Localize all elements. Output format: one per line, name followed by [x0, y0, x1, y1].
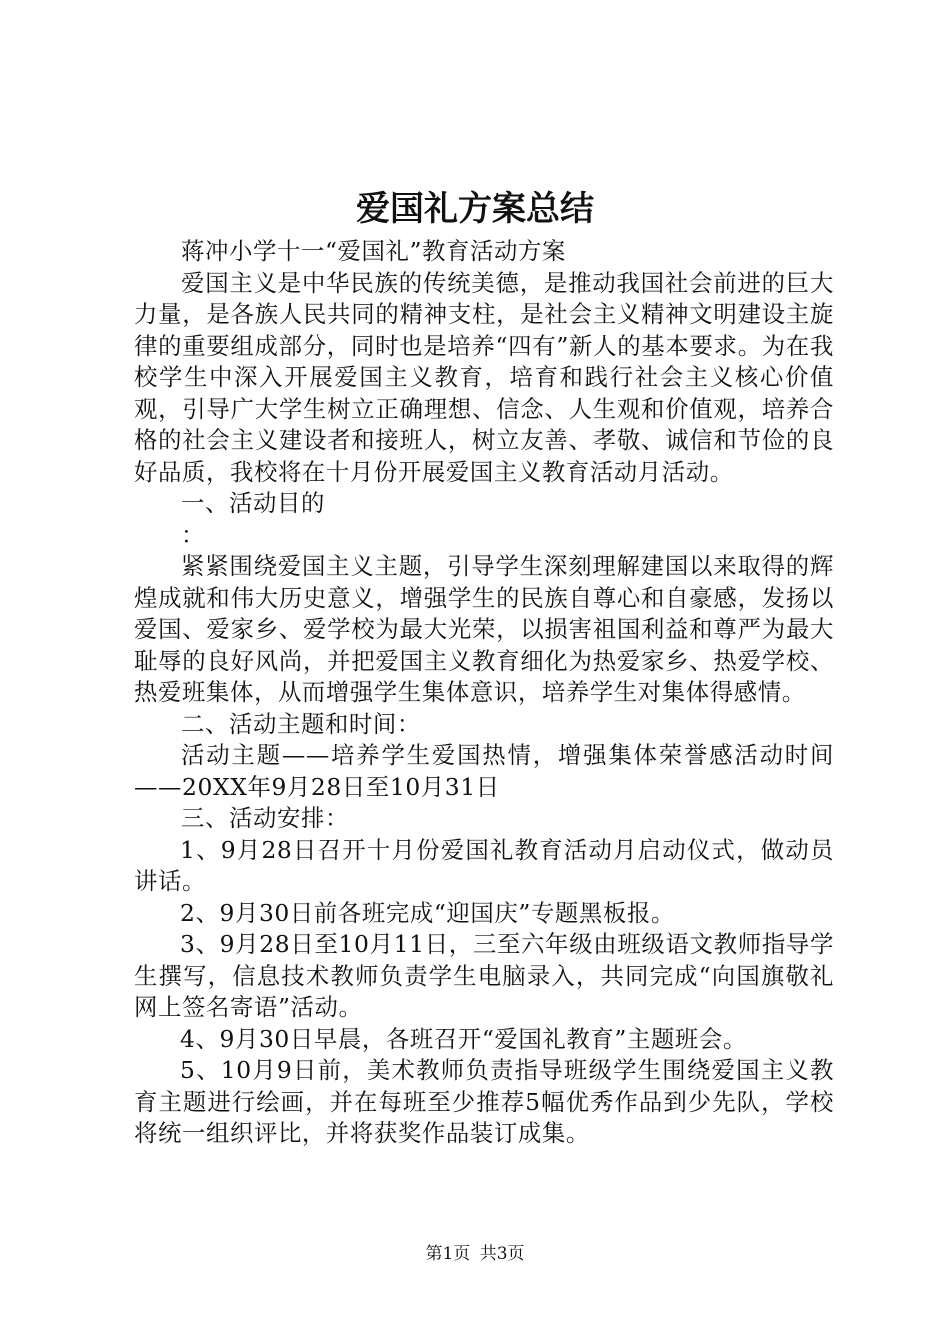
document-body [134, 236, 834, 1150]
document-title: 爱国礼方案总结 [356, 189, 594, 229]
page-total: 共3页 [479, 1244, 525, 1264]
paragraph-intro: 爱国主义是中华民族的传统美德，是推动我国社会前进的巨大力量，是各族人民共同的精神支柱，是社会主义精神文明建设主旋律的重要组成部分，同时也是培养“四有”新人的基本要求。为在我校学生中深入开展爱国主义教育，培育和践行社会主义核心价值观，引导广大学生树立正确理想、信念、人生观和价值观，培养合格的社会主义建设者和接班人，树立友善、孝敬、诚信和节俭的良好品质，我校将在十月份开展爱国主义教育活动月活动。 [134, 268, 834, 486]
paragraph-purpose: 紧紧围绕爱国主义主题，引导学生深刻理解建国以来取得的辉煌成就和伟大历史意义，增强学生的民族自尊心和自豪感，发扬以爱国、爱家乡、爱学校为最大光荣，以损害祖国利益和尊严为最大耻辱的良好风尚，并把爱国主义教育细化为热爱家乡、热爱学校、热爱班集体，从而增强学生集体意识，培养学生对集体得感情。 [134, 552, 834, 706]
heading-activity-purpose: 一、活动目的 [181, 489, 325, 517]
paragraph-theme: 活动主题——培养学生爱国热情，增强集体荣誉感活动时间——20XX年9月28日至10月31日 [134, 741, 834, 801]
list-item: 4、9月30日早晨，各班召开“爱国礼教育”主题班会。 [180, 1024, 747, 1053]
list-item: 2、9月30日前各班完成“迎国庆”专题黑板报。 [180, 898, 675, 927]
paragraph-subtitle: 蒋冲小学十一“爱国礼”教育活动方案 [181, 237, 566, 265]
list-item: 1、9月28日召开十月份爱国礼教育活动月启动仪式，做动员讲话。 [134, 835, 834, 895]
heading-theme-and-time: 二、活动主题和时间： [181, 709, 421, 738]
list-item: 5、10月9日前，美术教师负责指导班级学生围绕爱国主义教育主题进行绘画，并在每班至少推荐5幅优秀作品到少先队，学校将统一组织评比，并将获奖作品装订成集。 [134, 1056, 834, 1147]
heading-arrangement: 三、活动安排： [181, 804, 349, 832]
paragraph-colon: ： [181, 520, 205, 549]
page-footer [0, 1242, 950, 1266]
list-item: 3、9月28日至10月11日，三至六年级由班级语文教师指导学生撰写，信息技术教师负责学生电脑录入，共同完成“向国旗敬礼网上签名寄语”活动。 [134, 930, 834, 1021]
page-number: 第1页 [425, 1244, 471, 1264]
